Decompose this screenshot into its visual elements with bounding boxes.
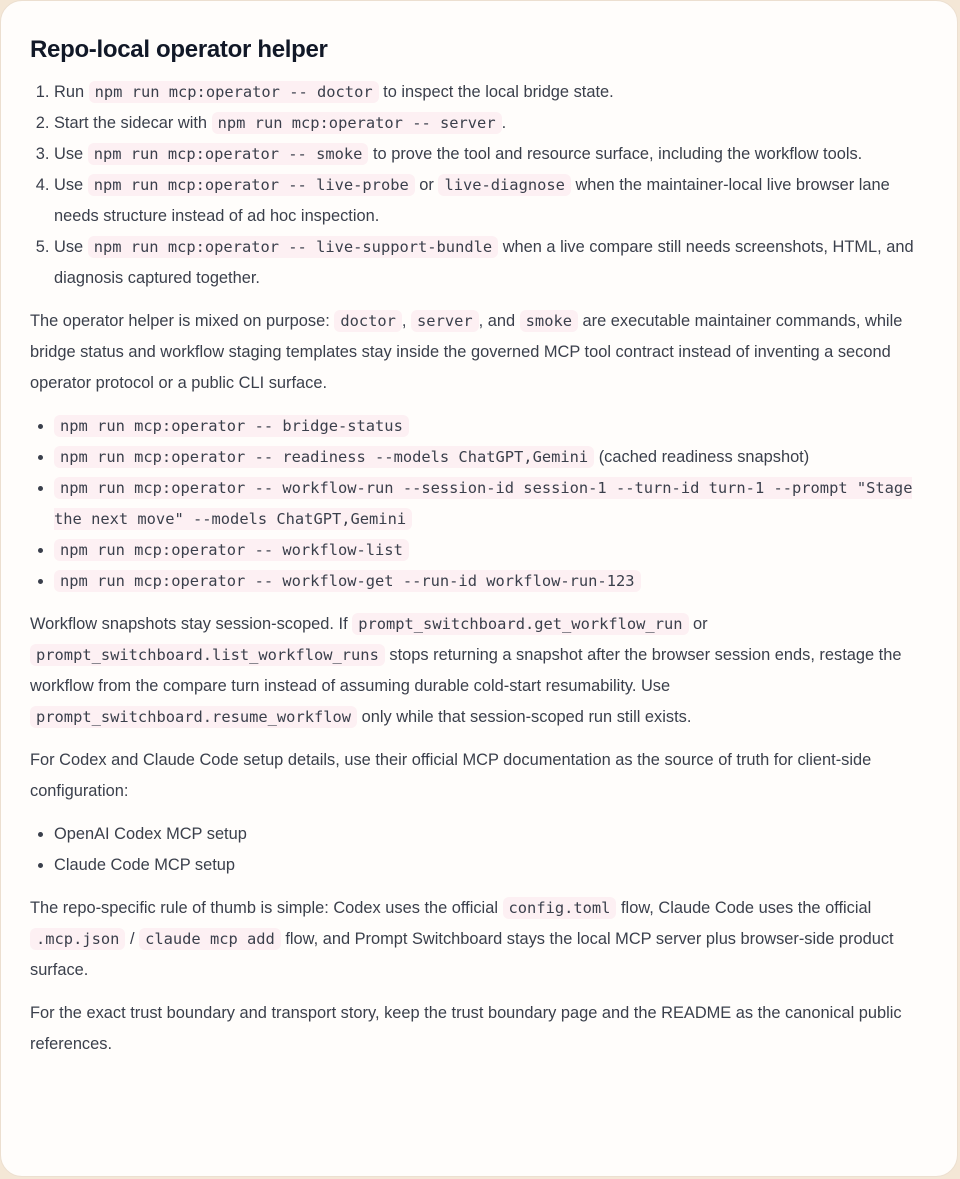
- inline-code: smoke: [520, 310, 578, 332]
- inline-code: npm run mcp:operator -- workflow-run --session-id session-1 --turn-id turn-1 --prompt "Stage the next move" --models ChatGPT,Gemini: [54, 479, 913, 528]
- inline-code: server: [411, 310, 479, 332]
- commands-list: [30, 411, 929, 597]
- inline-code: claude mcp add: [139, 928, 281, 950]
- list-item: [54, 535, 929, 566]
- list-item: 4. Use npm run mcp:operator -- live-probe or live-diagnose when the maintainer-local live browser lane needs structure instead of ad hoc inspection.: [54, 170, 929, 232]
- list-item: [54, 411, 929, 442]
- list-item: 1. Run npm run mcp:operator -- doctor to inspect the local bridge state.: [54, 77, 929, 108]
- inline-code: doctor: [334, 310, 402, 332]
- list-item: [54, 850, 929, 881]
- links-list: [30, 819, 929, 881]
- list-item: 2. Start the sidecar with npm run mcp:operator -- server .: [54, 108, 929, 139]
- inline-code: .mcp.json: [30, 928, 125, 950]
- inline-code: live-diagnose: [438, 174, 570, 196]
- inline-code: npm run mcp:operator -- workflow-list: [54, 539, 409, 561]
- inline-code: npm run mcp:operator -- server: [212, 112, 502, 134]
- operator-paragraph: The operator helper is mixed on purpose: doctor , server , and smoke are executable maintainer commands, while bridge status and workflow staging templates stay inside the governed MCP tool contract instead of inventing a second operator protocol or a public CLI surface.: [30, 312, 903, 392]
- list-item: • npm run mcp:operator -- readiness --models ChatGPT,Gemini (cached readiness snapshot): [54, 442, 929, 473]
- list-item: [54, 473, 929, 535]
- inline-code: npm run mcp:operator -- bridge-status: [54, 415, 409, 437]
- list-item: [54, 819, 929, 850]
- inline-code: npm run mcp:operator -- workflow-get --run-id workflow-run-123: [54, 570, 641, 592]
- inline-code: npm run mcp:operator -- live-support-bundle: [88, 236, 498, 258]
- inline-code: npm run mcp:operator -- readiness --models ChatGPT,Gemini: [54, 446, 594, 468]
- list-item: 5. Use npm run mcp:operator -- live-support-bundle when a live compare still needs screenshots, HTML, and diagnosis captured together.: [54, 232, 929, 294]
- workflow-paragraph: Workflow snapshots stay session-scoped. If prompt_switchboard.get_workflow_run or prompt_switchboard.list_workflow_runs stops returning a snapshot after the browser session ends, restage the workflow from the compare turn instead of assuming durable cold-start resumability. Use prompt_switchboard.resume_workflow only while that session-scoped run still exists.: [30, 615, 902, 726]
- codex-setup-link[interactable]: OpenAI Codex MCP setup: [54, 825, 247, 843]
- inline-code: prompt_switchboard.list_workflow_runs: [30, 644, 385, 666]
- inline-code: prompt_switchboard.get_workflow_run: [352, 613, 688, 635]
- inline-code: prompt_switchboard.resume_workflow: [30, 706, 357, 728]
- inline-code: npm run mcp:operator -- live-probe: [88, 174, 415, 196]
- setup-paragraph: For Codex and Claude Code setup details, use their official MCP documentation as the source of truth for client-side configuration:: [30, 751, 872, 800]
- list-item: [54, 566, 929, 597]
- inline-code: npm run mcp:operator -- smoke: [88, 143, 369, 165]
- steps-list: [30, 77, 929, 294]
- inline-code: config.toml: [503, 897, 617, 919]
- trust-paragraph: For the exact trust boundary and transport story, keep the trust boundary page and the README as the canonical public references.: [30, 1004, 902, 1053]
- section-heading: Repo-local operator helper: [30, 36, 328, 63]
- claude-setup-link[interactable]: Claude Code MCP setup: [54, 856, 236, 874]
- rule-paragraph: The repo-specific rule of thumb is simple: Codex uses the official config.toml flow, Claude Code uses the official .mcp.json / claude mcp add flow, and Prompt Switchboard stays the local MCP server plus browser-side product surface.: [30, 899, 894, 979]
- inline-code: npm run mcp:operator -- doctor: [89, 81, 379, 103]
- list-item: 3. Use npm run mcp:operator -- smoke to prove the tool and resource surface, including the workflow tools.: [54, 139, 929, 170]
